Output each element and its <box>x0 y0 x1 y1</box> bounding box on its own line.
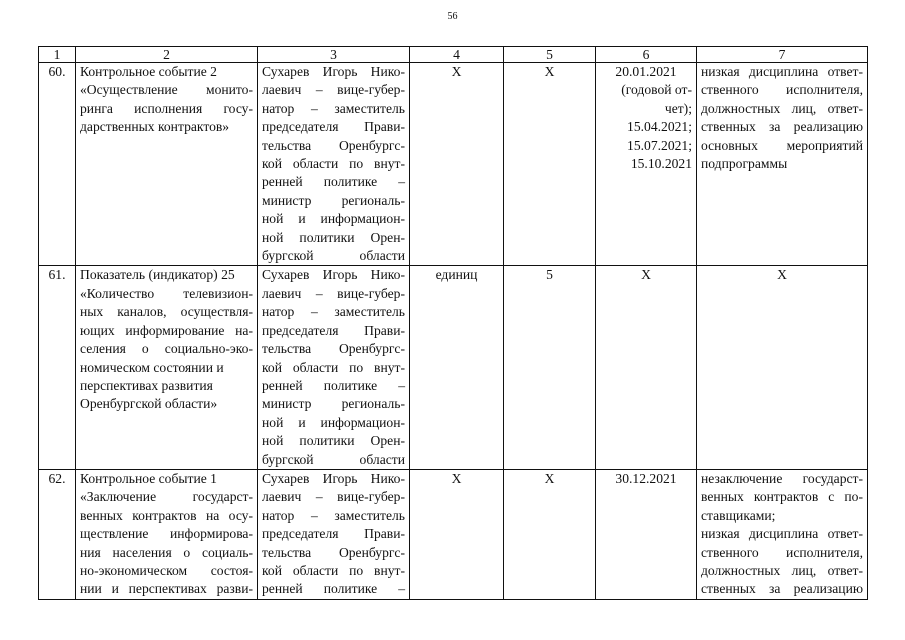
risk-cell <box>697 469 868 599</box>
cell-line: номическом состоянии и <box>80 359 224 375</box>
cell-line: чет); <box>664 100 692 116</box>
cell-line: бургской области <box>262 451 405 467</box>
cell-line: ществление информирова- <box>80 526 253 542</box>
value-cell: 5 <box>504 266 596 469</box>
header-cell: 2 <box>76 47 258 63</box>
unit-cell: Х <box>410 63 504 266</box>
page-number: 56 <box>447 11 458 22</box>
responsible-person-cell <box>258 266 410 469</box>
table-row <box>39 63 868 266</box>
cell-line: лаевич – вице-губер- <box>262 82 405 98</box>
cell-line: нии и перспективах разви- <box>80 581 253 597</box>
cell-line: председателя Прави- <box>262 526 405 542</box>
deadline-cell <box>596 469 697 599</box>
header-cell: 7 <box>697 47 868 63</box>
cell-line: Контрольное событие 2 <box>80 64 217 79</box>
cell-line: министр региональ- <box>262 396 405 412</box>
cell-line: лаевич – вице-губер- <box>262 489 405 505</box>
cell-line: Показатель (индикатор) 25 <box>80 267 235 283</box>
cell-line: ной политики Орен- <box>262 229 405 245</box>
cell-line: «Осуществление монито- <box>80 82 253 98</box>
cell-line: ренней политике – <box>262 377 405 393</box>
cell-line: Сухарев Игорь Нико- <box>262 267 405 283</box>
cell-line: председателя Прави- <box>262 119 405 135</box>
unit-cell: Х <box>410 469 504 599</box>
deadline-cell <box>596 266 697 469</box>
cell-line: ственных за реализацию <box>701 581 863 597</box>
row-number-cell: 62. <box>39 469 76 599</box>
cell-line: ющих информирование на- <box>80 322 253 338</box>
event-name-cell <box>76 469 258 599</box>
cell-line: кой области по внут- <box>262 156 405 172</box>
cell-line: низкая дисциплина ответ- <box>701 526 863 542</box>
cell-line: Оренбургской области» <box>80 396 218 412</box>
cell-line: натор – заместитель <box>262 304 405 320</box>
value-cell: Х <box>504 63 596 266</box>
cell-line: ной и информацион- <box>262 211 405 227</box>
cell-line: кой области по внут- <box>262 359 405 375</box>
cell-line: дарственных контрактов» <box>80 119 230 135</box>
risk-cell <box>697 63 868 266</box>
cell-line: ренней политике – <box>262 581 405 597</box>
cell-line: основных мероприятий <box>701 137 863 153</box>
cell-line: Сухарев Игорь Нико- <box>262 64 405 79</box>
document-table <box>38 46 868 600</box>
cell-line: ственного исполнителя, <box>701 544 863 560</box>
row-number-cell: 61. <box>39 266 76 469</box>
cell-line: (годовой от- <box>621 82 692 98</box>
table-row <box>39 469 868 599</box>
cell-line: венных контрактов на осу- <box>80 507 253 523</box>
deadline-cell <box>596 63 697 266</box>
cell-line: незаключение государст- <box>701 470 863 486</box>
responsible-person-cell <box>258 63 410 266</box>
header-cell: 1 <box>39 47 76 63</box>
cell-line: лаевич – вице-губер- <box>262 285 405 301</box>
cell-line: 20.01.2021 <box>615 64 677 79</box>
cell-line: перспективах развития <box>80 377 213 393</box>
cell-line: 30.12.2021 <box>615 470 677 486</box>
cell-line: тельства Оренбургс- <box>262 544 405 560</box>
cell-line: председателя Прави- <box>262 322 405 338</box>
cell-line: 15.07.2021; <box>627 137 692 153</box>
cell-line: «Заключение государст- <box>80 489 253 505</box>
cell-line: ставщиками; <box>701 507 776 523</box>
cell-line: Сухарев Игорь Нико- <box>262 470 405 486</box>
cell-line: ренней политике – <box>262 174 405 190</box>
cell-line: Х <box>641 267 651 283</box>
cell-line: тельства Оренбургс- <box>262 341 405 357</box>
cell-line: низкая дисциплина ответ- <box>701 64 863 79</box>
event-name-cell <box>76 266 258 469</box>
cell-line: венных контрактов с по- <box>701 489 863 505</box>
cell-line: натор – заместитель <box>262 100 405 116</box>
cell-line: ной политики Орен- <box>262 433 405 449</box>
row-number-cell: 60. <box>39 63 76 266</box>
table-header-row <box>39 47 868 63</box>
cell-line: натор – заместитель <box>262 507 405 523</box>
cell-line: кой области по внут- <box>262 562 405 578</box>
cell-line: Контрольное событие 1 <box>80 470 217 486</box>
header-cell: 5 <box>504 47 596 63</box>
cell-line: но-экономическом состоя- <box>80 562 253 578</box>
cell-line: ринга исполнения госу- <box>80 100 253 116</box>
cell-line: ной и информацион- <box>262 414 405 430</box>
cell-line: должностных лиц, ответ- <box>701 100 863 116</box>
cell-line: ственных за реализацию <box>701 119 863 135</box>
cell-line: Х <box>777 267 787 283</box>
cell-line: бургской области <box>262 248 405 264</box>
header-cell: 4 <box>410 47 504 63</box>
unit-cell: единиц <box>410 266 504 469</box>
cell-line: ных каналов, осуществля- <box>80 304 253 320</box>
cell-line: министр региональ- <box>262 192 405 208</box>
cell-line: 15.10.2021 <box>630 156 692 172</box>
risk-cell <box>697 266 868 469</box>
value-cell: Х <box>504 469 596 599</box>
cell-line: 15.04.2021; <box>627 119 692 135</box>
cell-line: ния населения о социаль- <box>80 544 253 560</box>
header-cell: 3 <box>258 47 410 63</box>
cell-line: селения о социально-эко- <box>80 341 253 357</box>
cell-line: «Количество телевизион- <box>80 285 253 301</box>
cell-line: подпрограммы <box>701 156 788 172</box>
event-name-cell <box>76 63 258 266</box>
cell-line: тельства Оренбургс- <box>262 137 405 153</box>
responsible-person-cell <box>258 469 410 599</box>
cell-line: должностных лиц, ответ- <box>701 562 863 578</box>
cell-line: ственного исполнителя, <box>701 82 863 98</box>
table-row <box>39 266 868 469</box>
header-cell: 6 <box>596 47 697 63</box>
